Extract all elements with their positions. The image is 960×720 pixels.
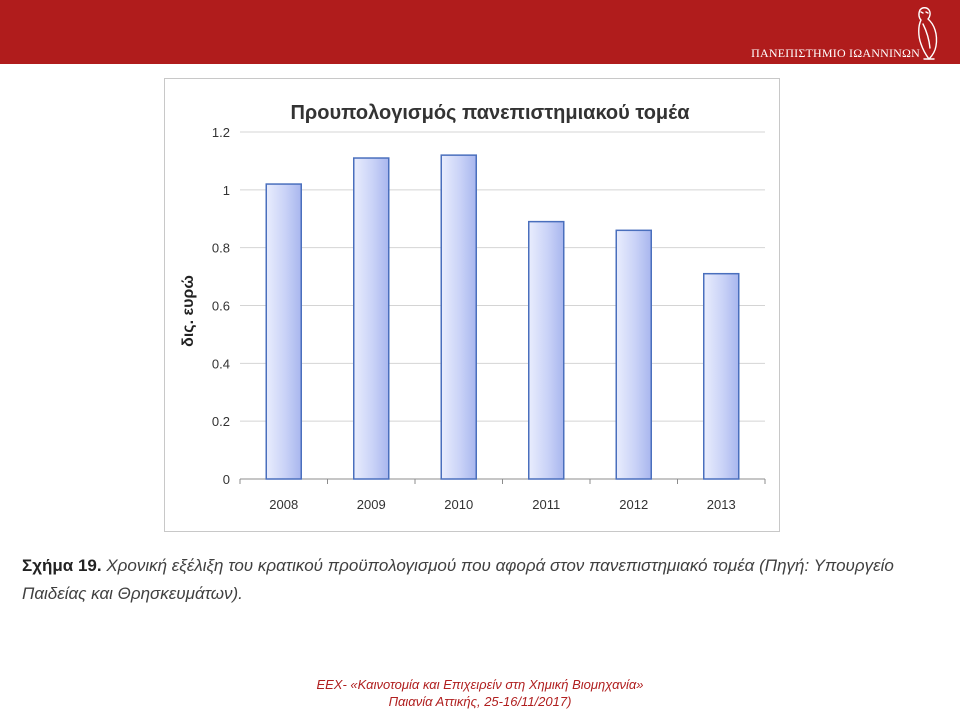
footer-event-title: ΕΕΧ- «Καινοτομία και Επιχειρείν στη Χημική Βιομηχανία» [316,677,644,692]
university-name: ΠΑΝΕΠΙΣΤΗΜΙΟ ΙΩΑΝΝΙΝΩΝ [751,46,920,60]
x-tick-label: 2010 [444,497,474,512]
x-tick-label: 2008 [269,497,299,512]
footer-location-date: Παιανία Αττικής, 25-16/11/2017) [388,694,572,709]
bar-2012 [616,230,651,479]
y-tick-label: 1 [222,182,230,198]
bar-chart [165,79,779,531]
figure-label: Σχήμα 19. [22,556,102,575]
bar-2011 [529,222,564,479]
chart-container [164,78,780,532]
y-tick-labels [212,125,230,487]
bar-2009 [354,158,389,479]
y-tick-label: 0.6 [211,298,230,314]
bar-2008 [266,184,301,479]
bar-2010 [441,155,476,479]
footer [0,676,960,710]
y-axis-label: δις. ευρώ [180,275,197,347]
x-tick-label: 2009 [356,497,386,512]
owl-icon [912,4,942,62]
grid-lines [240,132,765,479]
y-tick-label: 0.2 [211,414,230,430]
figure-caption [22,552,932,608]
bars [266,155,739,479]
x-tick-label: 2013 [706,497,736,512]
y-tick-label: 1.2 [211,125,230,140]
x-tick-label: 2012 [619,497,649,512]
x-tick-label: 2011 [532,497,561,512]
figure-description: Χρονική εξέλιξη του κρατικού προϋπολογισμού που αφορά στον πανεπιστημιακό τομέα (Πηγή: Υπουργείο Παιδείας και Θρησκευμάτων). [22,556,894,603]
header-bar [0,0,960,64]
chart-title: Προυπολογισμός πανεπιστημιακού τομέα [290,102,690,124]
bar-2013 [704,274,739,479]
x-tick-labels [240,479,765,512]
y-tick-label: 0.4 [211,356,230,372]
y-tick-label: 0.8 [211,240,230,256]
y-tick-label: 0 [222,472,230,487]
